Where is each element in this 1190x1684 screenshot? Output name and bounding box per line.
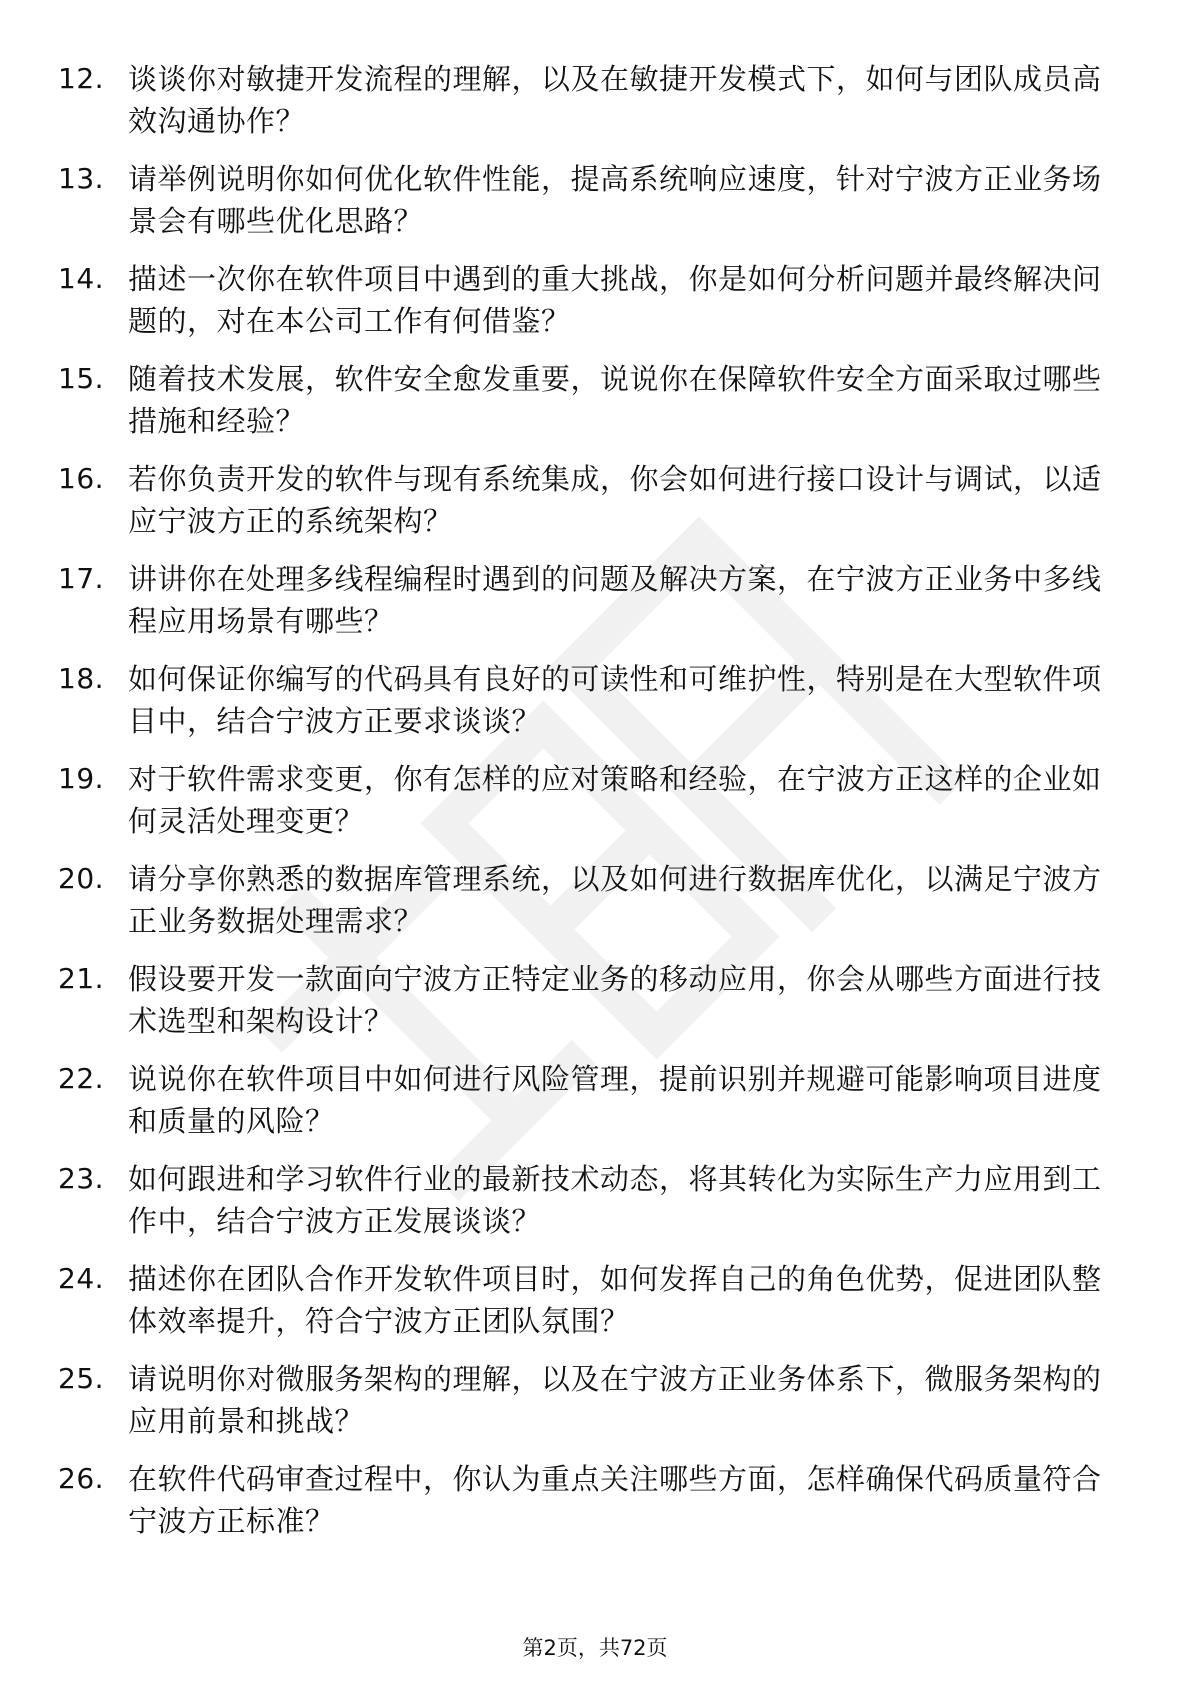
question-text: 对于软件需求变更，你有怎样的应对策略和经验，在宁波方正这样的企业如何灵活处理变更？ <box>128 762 1102 838</box>
question-number: 23. <box>58 1162 105 1195</box>
list-item <box>58 558 1118 658</box>
question-text: 描述你在团队合作开发软件项目时，如何发挥自己的角色优势，促进团队整体效率提升，符合宁波方正团队氛围？ <box>128 1262 1102 1338</box>
list-item <box>58 1258 1118 1358</box>
question-text: 在软件代码审查过程中，你认为重点关注哪些方面，怎样确保代码质量符合宁波方正标准？ <box>128 1462 1102 1538</box>
question-text: 随着技术发展，软件安全愈发重要，说说你在保障软件安全方面采取过哪些措施和经验？ <box>128 362 1102 438</box>
question-number: 21. <box>58 962 105 995</box>
question-text: 说说你在软件项目中如何进行风险管理，提前识别并规避可能影响项目进度和质量的风险？ <box>128 1062 1102 1138</box>
question-number: 26. <box>58 1462 105 1495</box>
question-number: 17. <box>58 562 105 595</box>
list-item <box>58 58 1118 158</box>
list-item <box>58 1158 1118 1258</box>
question-number: 12. <box>58 62 105 95</box>
question-text: 讲讲你在处理多线程编程时遇到的问题及解决方案，在宁波方正业务中多线程应用场景有哪些？ <box>128 562 1102 638</box>
question-number: 22. <box>58 1062 105 1095</box>
list-item <box>58 1358 1118 1458</box>
list-item <box>58 758 1118 858</box>
question-number: 18. <box>58 662 105 695</box>
question-text: 描述一次你在软件项目中遇到的重大挑战，你是如何分析问题并最终解决问题的，对在本公司工作有何借鉴？ <box>128 262 1102 338</box>
question-text: 若你负责开发的软件与现有系统集成，你会如何进行接口设计与调试，以适应宁波方正的系统架构？ <box>128 462 1102 538</box>
question-text: 请说明你对微服务架构的理解，以及在宁波方正业务体系下，微服务架构的应用前景和挑战？ <box>128 1362 1102 1438</box>
list-item <box>58 658 1118 758</box>
question-text: 请分享你熟悉的数据库管理系统，以及如何进行数据库优化，以满足宁波方正业务数据处理需求？ <box>128 862 1102 938</box>
question-list <box>58 58 1118 1558</box>
list-item <box>58 158 1118 258</box>
list-item <box>58 258 1118 358</box>
question-number: 15. <box>58 362 105 395</box>
question-number: 13. <box>58 162 105 195</box>
list-item <box>58 1058 1118 1158</box>
question-number: 16. <box>58 462 105 495</box>
question-text: 如何跟进和学习软件行业的最新技术动态，将其转化为实际生产力应用到工作中，结合宁波方正发展谈谈？ <box>128 1162 1102 1238</box>
question-text: 谈谈你对敏捷开发流程的理解，以及在敏捷开发模式下，如何与团队成员高效沟通协作？ <box>128 62 1102 138</box>
question-number: 19. <box>58 762 105 795</box>
list-item <box>58 458 1118 558</box>
list-item <box>58 958 1118 1058</box>
list-item <box>58 858 1118 958</box>
question-number: 25. <box>58 1362 105 1395</box>
list-item <box>58 1458 1118 1558</box>
list-item <box>58 358 1118 458</box>
question-text: 假设要开发一款面向宁波方正特定业务的移动应用，你会从哪些方面进行技术选型和架构设计？ <box>128 962 1102 1038</box>
page-number-label: 第2页，共72页 <box>522 1636 668 1660</box>
question-number: 14. <box>58 262 105 295</box>
question-number: 20. <box>58 862 105 895</box>
question-number: 24. <box>58 1262 105 1295</box>
question-text: 如何保证你编写的代码具有良好的可读性和可维护性，特别是在大型软件项目中，结合宁波方正要求谈谈？ <box>128 662 1102 738</box>
question-text: 请举例说明你如何优化软件性能，提高系统响应速度，针对宁波方正业务场景会有哪些优化思路？ <box>128 162 1102 238</box>
page-footer <box>0 1634 1190 1662</box>
